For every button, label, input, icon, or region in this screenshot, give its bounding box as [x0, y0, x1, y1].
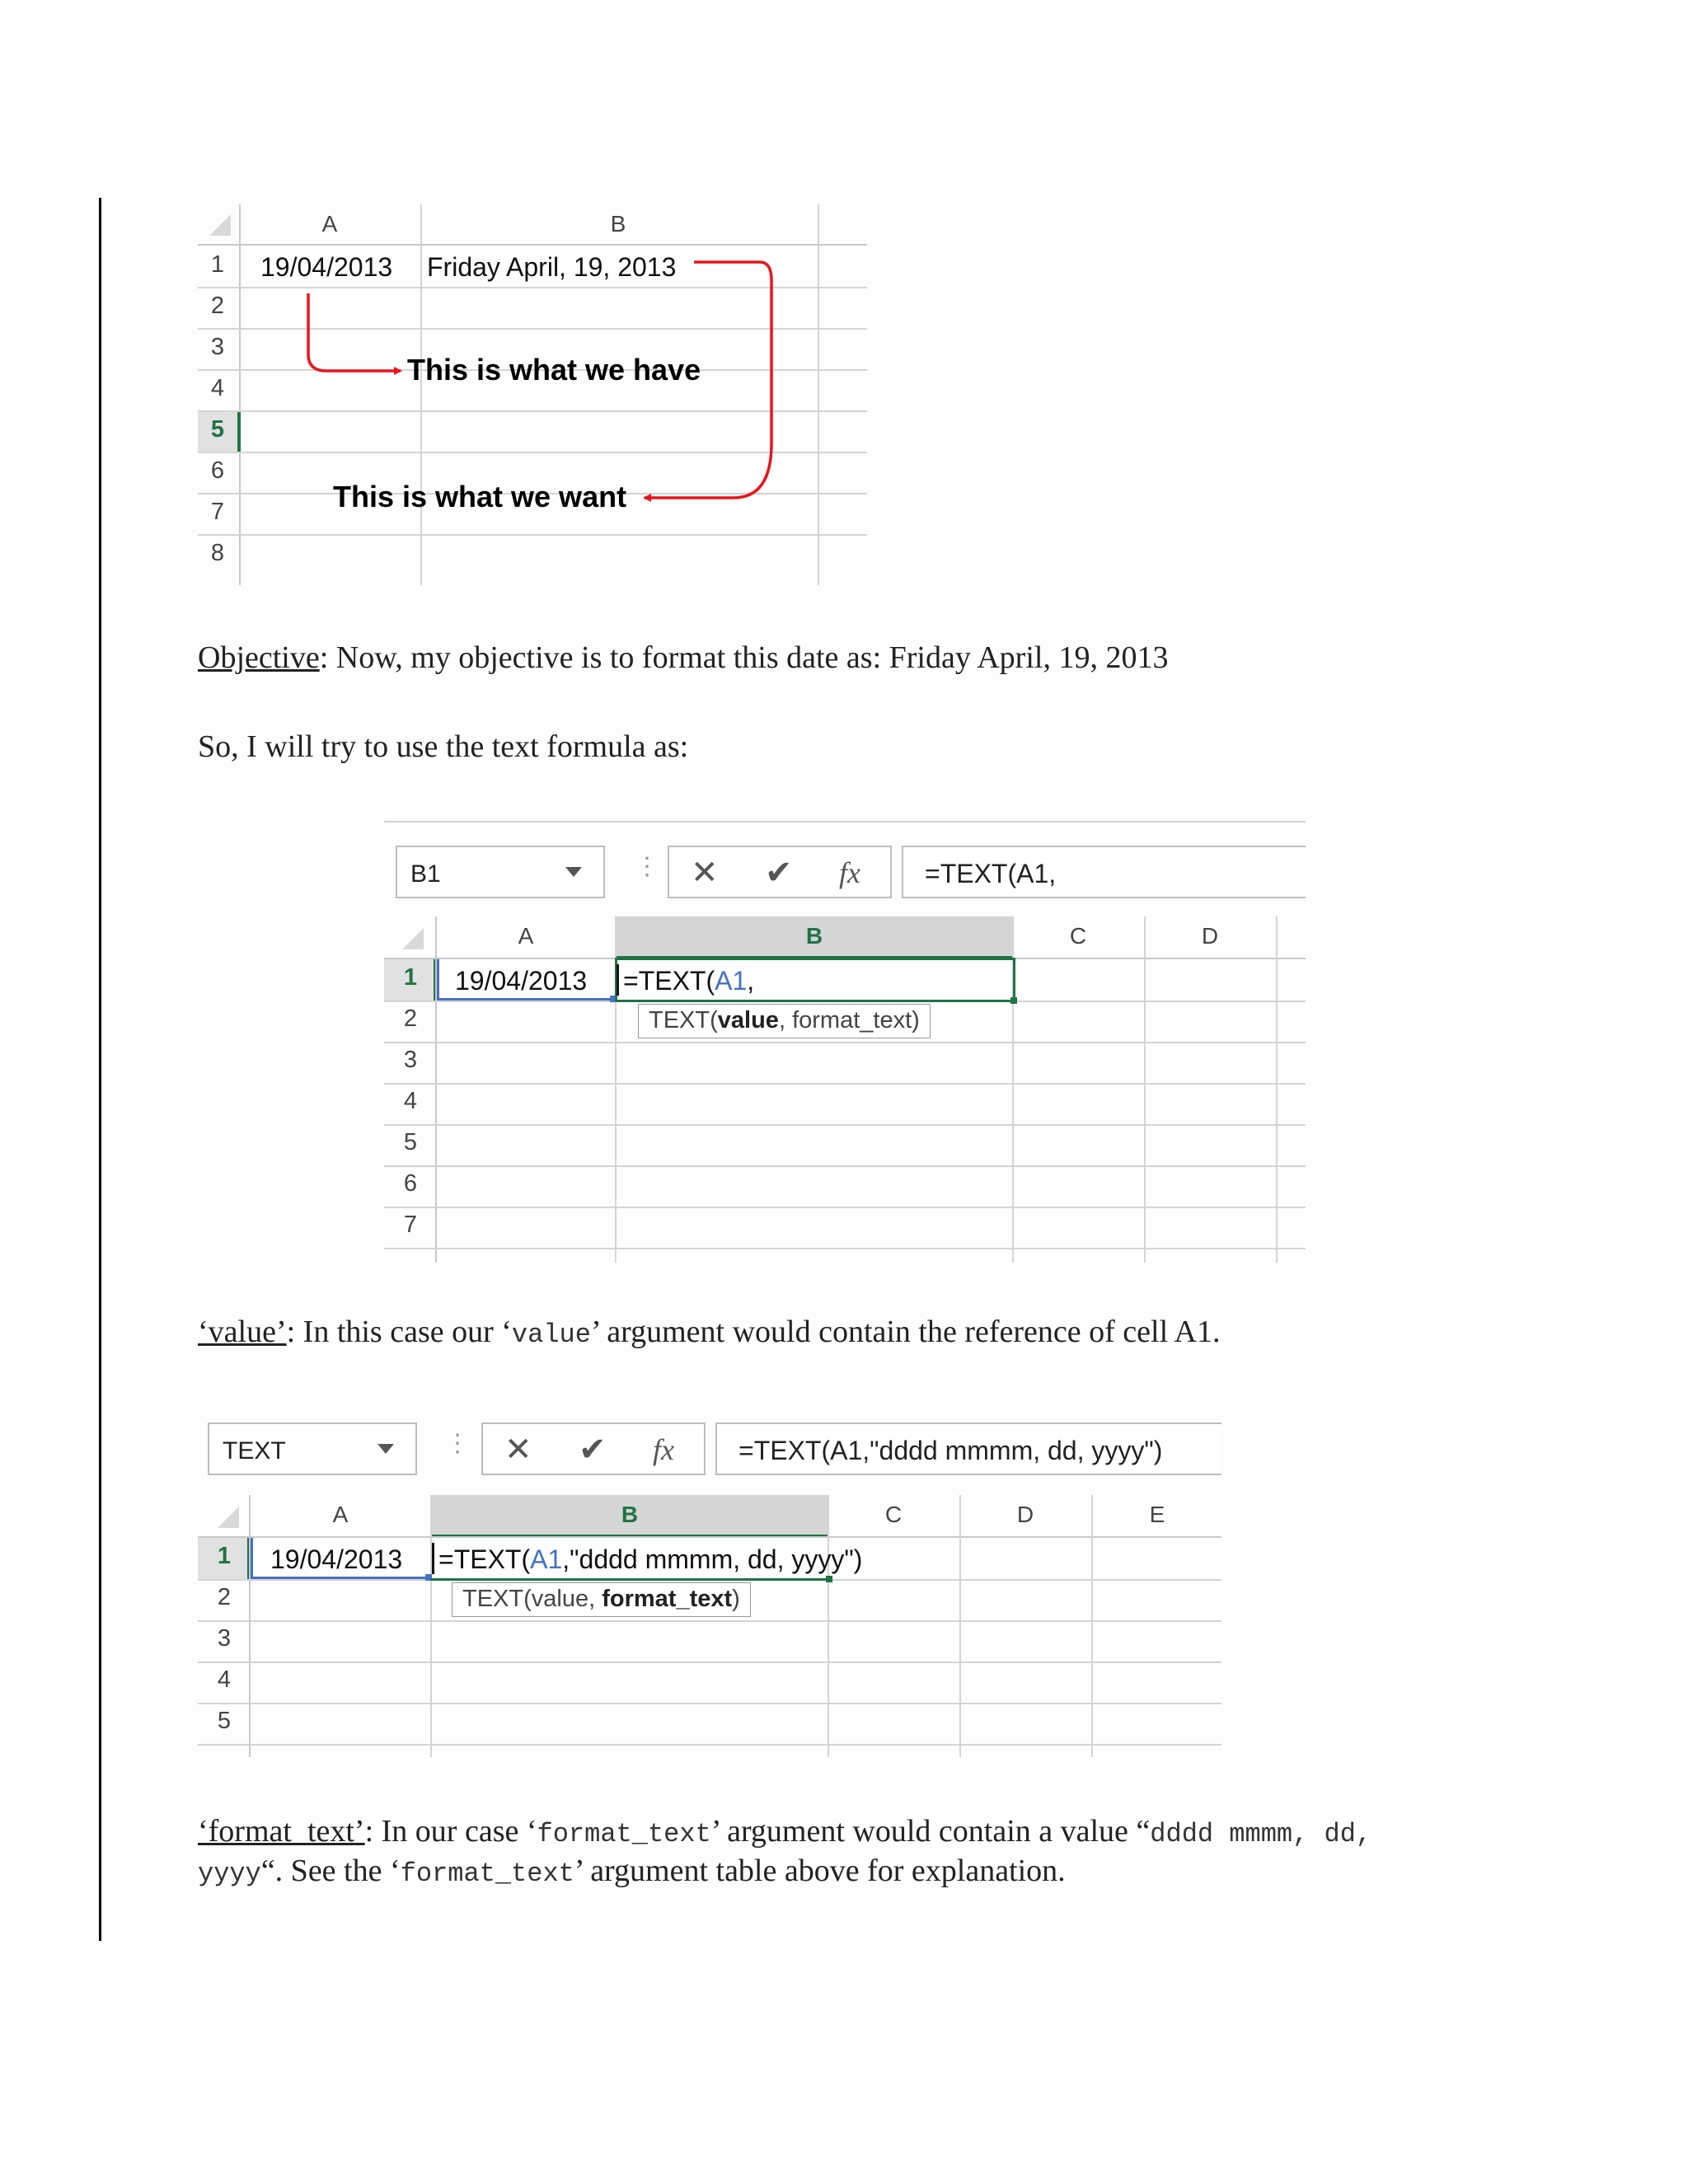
row-header[interactable]: 4	[403, 1088, 418, 1114]
edit-caret	[432, 1543, 434, 1574]
dropdown-arrow-icon[interactable]	[565, 867, 582, 879]
select-all-corner[interactable]	[218, 1507, 239, 1528]
value-paragraph	[198, 1314, 1221, 1350]
left-margin-bar	[99, 198, 101, 1941]
col-header-a[interactable]: A	[321, 211, 338, 237]
cancel-icon[interactable]: ✕	[691, 855, 719, 891]
formula-buttons	[668, 846, 892, 898]
cell-a1[interactable]: 19/04/2013	[260, 252, 393, 282]
formula-suffix: ,"dddd mmmm, dd, yyyy")	[562, 1544, 863, 1574]
col-header-b-selected[interactable]: B	[621, 1502, 639, 1527]
insert-function-icon[interactable]: fx	[839, 856, 860, 889]
spreadsheet-3	[198, 1418, 1221, 1757]
formula-ref-a1: A1	[530, 1544, 563, 1574]
row-header[interactable]: 2	[217, 1584, 232, 1610]
format-text-code1: format_text	[537, 1819, 711, 1849]
col-header-d[interactable]: D	[1016, 1502, 1034, 1527]
row-header[interactable]: 6	[210, 457, 225, 484]
format-text-code2: dddd mmmm, dd,	[1150, 1819, 1372, 1849]
row-header[interactable]: 3	[217, 1625, 232, 1652]
annotation-arrows	[198, 204, 867, 585]
enter-check-icon[interactable]: ✔	[765, 855, 793, 891]
format-text-code4: format_text	[400, 1858, 574, 1889]
formula-bar-separator-icon: ⋮	[445, 1430, 470, 1457]
note-what-we-want: This is what we want	[333, 480, 627, 513]
name-box-value: TEXT	[223, 1437, 286, 1465]
name-box[interactable]	[396, 846, 605, 898]
format-text-t1: : In our case ‘	[364, 1814, 537, 1849]
formula-suffix: ,	[747, 966, 755, 996]
function-tooltip	[638, 1004, 931, 1038]
format-text-paragraph-line2	[198, 1853, 1066, 1889]
col-header-c[interactable]: C	[1069, 923, 1087, 949]
row-header[interactable]: 7	[210, 499, 225, 525]
col-header-a[interactable]: A	[518, 923, 534, 949]
format-text-t3: “. See the ‘	[260, 1854, 401, 1888]
format-text-code3: yyyy	[198, 1858, 261, 1889]
formula-bar[interactable]	[715, 1422, 1221, 1475]
row-header-selected[interactable]: 1	[403, 964, 418, 991]
select-all-corner[interactable]	[402, 928, 424, 949]
intro-formula-paragraph: So, I will try to use the text formula as:	[198, 729, 689, 764]
row-header[interactable]: 2	[403, 1005, 418, 1032]
col-header-e[interactable]: E	[1149, 1502, 1165, 1527]
insert-function-icon[interactable]: fx	[653, 1433, 674, 1466]
row-header[interactable]: 5	[403, 1129, 418, 1155]
row-header[interactable]: 6	[403, 1170, 418, 1197]
cell-b1[interactable]: Friday April, 19, 2013	[427, 252, 677, 282]
spreadsheet-1	[198, 204, 867, 585]
tooltip-end: )	[732, 1586, 740, 1612]
value-text-2: ’ argument would contain the reference of cell A1.	[590, 1315, 1221, 1349]
row-header[interactable]: 2	[210, 293, 225, 319]
formula-buttons	[481, 1422, 706, 1475]
tooltip-fn: TEXT(value,	[462, 1586, 603, 1612]
tooltip-rest: , format_text)	[778, 1007, 920, 1033]
col-header-a[interactable]: A	[332, 1502, 349, 1527]
format-text-t4: ’ argument table above for explanation.	[574, 1854, 1066, 1888]
col-header-c[interactable]: C	[884, 1502, 903, 1527]
name-box[interactable]	[208, 1422, 417, 1475]
formula-bar-separator-icon: ⋮	[635, 853, 659, 880]
objective-label: Objective	[198, 640, 320, 675]
row-header-selected[interactable]: 1	[217, 1543, 232, 1569]
row-header[interactable]: 1	[210, 251, 225, 278]
row-header-selected[interactable]: 5	[210, 416, 225, 443]
name-box-value: B1	[410, 860, 441, 888]
cell-a1[interactable]: 19/04/2013	[455, 966, 588, 996]
format-text-paragraph-line1	[198, 1813, 1372, 1849]
value-code: value	[511, 1319, 591, 1350]
row-header[interactable]: 7	[403, 1212, 418, 1238]
cell-b1-formula[interactable]	[623, 966, 754, 996]
function-tooltip	[452, 1582, 751, 1617]
tooltip-fn: TEXT(	[649, 1007, 718, 1033]
objective-paragraph	[198, 640, 1168, 676]
objective-text: : Now, my objective is to format this date as: Friday April, 19, 2013	[319, 640, 1169, 675]
formula-prefix: =TEXT(	[623, 966, 715, 996]
formula-ref-a1: A1	[715, 966, 748, 996]
row-header[interactable]: 5	[217, 1708, 232, 1734]
cancel-icon[interactable]: ✕	[504, 1432, 532, 1468]
row-header[interactable]: 3	[403, 1047, 418, 1073]
dropdown-arrow-icon[interactable]	[377, 1444, 394, 1455]
col-header-d[interactable]: D	[1201, 923, 1219, 949]
col-header-b-selected[interactable]: B	[805, 923, 823, 949]
row-header[interactable]: 4	[210, 375, 225, 401]
formula-bar-text: =TEXT(A1,	[925, 859, 1057, 888]
formula-bar[interactable]	[902, 846, 1306, 898]
edit-caret	[617, 964, 619, 996]
format-text-t2: ’ argument would contain a value “	[710, 1814, 1151, 1849]
tooltip-value-arg[interactable]: value	[717, 1007, 779, 1033]
row-header[interactable]: 8	[210, 540, 225, 566]
spreadsheet-2	[384, 821, 1306, 1263]
tooltip-format-text-arg[interactable]: format_text	[602, 1586, 733, 1612]
col-header-b[interactable]: B	[610, 211, 626, 237]
row-header[interactable]: 4	[217, 1666, 232, 1693]
note-what-we-have: This is what we have	[407, 353, 701, 387]
value-text-1: : In this case our ‘	[286, 1315, 512, 1349]
formula-bar-text: =TEXT(A1,"dddd mmmm, dd, yyyy")	[738, 1436, 1163, 1465]
format-text-label: ‘format_text’	[198, 1814, 365, 1849]
row-header[interactable]: 3	[210, 334, 225, 360]
cell-b1-formula[interactable]	[438, 1544, 862, 1575]
cell-a1[interactable]: 19/04/2013	[270, 1544, 403, 1574]
value-label: ‘value’	[198, 1315, 287, 1349]
formula-prefix: =TEXT(	[438, 1544, 531, 1574]
enter-check-icon[interactable]: ✔	[579, 1432, 607, 1468]
